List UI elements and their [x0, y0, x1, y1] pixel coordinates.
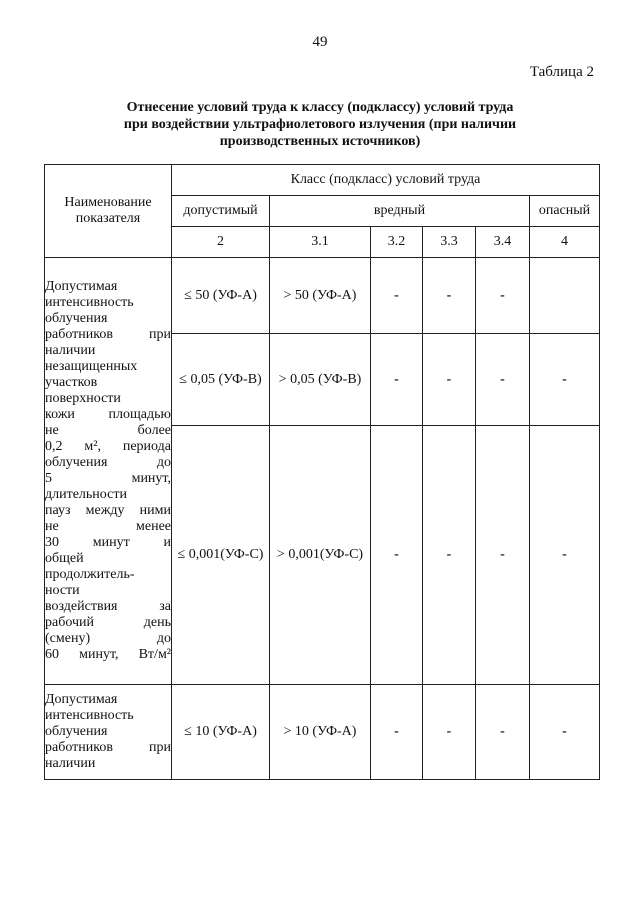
indicator-header: Наименование показателя — [45, 165, 172, 258]
class-group-header: Класс (подкласс) условий труда — [172, 165, 600, 196]
value-cell: > 50 (УФ-А) — [270, 258, 371, 334]
value-cell — [530, 258, 600, 334]
table-row — [45, 685, 600, 780]
value-cell: - — [476, 426, 530, 685]
value-cell: - — [530, 685, 600, 780]
value-cell: ≤ 0,001(УФ-С) — [172, 426, 270, 685]
value-cell: ≤ 50 (УФ-А) — [172, 258, 270, 334]
value-cell: - — [371, 334, 423, 426]
table-label: Таблица 2 — [529, 64, 594, 80]
allowed-header: допустимый — [172, 196, 270, 227]
description-line: облучения до — [45, 455, 171, 470]
description-line: общей — [45, 551, 84, 566]
description-line: участков — [45, 375, 98, 390]
description-line: незащищенных — [45, 359, 138, 374]
value-cell: - — [371, 426, 423, 685]
value-cell: ≤ 0,05 (УФ-В) — [172, 334, 270, 426]
description-line: Допустимая — [45, 279, 118, 294]
value-cell: - — [371, 685, 423, 780]
classification-table — [44, 164, 600, 780]
table-row — [45, 258, 600, 334]
description-line: ности — [45, 583, 80, 598]
description-line: наличии — [45, 756, 96, 771]
description-line: не более — [45, 423, 171, 438]
code-cell: 3.1 — [270, 227, 371, 258]
value-cell: - — [530, 334, 600, 426]
value-cell: - — [371, 258, 423, 334]
page-number: 49 — [312, 34, 328, 50]
description-line: поверхности — [45, 391, 121, 406]
description-line: 30 минут и — [45, 535, 171, 550]
value-cell: - — [423, 685, 476, 780]
harmful-header: вредный — [270, 196, 530, 227]
value-cell: - — [530, 426, 600, 685]
value-cell: - — [476, 685, 530, 780]
description-line: воздействия за — [45, 599, 171, 614]
description-line: длительности — [45, 487, 127, 502]
description-line: интенсивность — [45, 295, 134, 310]
value-cell: - — [423, 334, 476, 426]
indicator-description — [45, 685, 172, 780]
table-title — [60, 99, 580, 150]
value-cell: > 10 (УФ-А) — [270, 685, 371, 780]
indicator-description — [45, 258, 172, 685]
description-line: не менее — [45, 519, 171, 534]
value-cell: ≤ 10 (УФ-А) — [172, 685, 270, 780]
description-line: облучения — [45, 724, 108, 739]
value-cell: > 0,001(УФ-С) — [270, 426, 371, 685]
description-line: 5 минут, — [45, 471, 171, 486]
header-row-1 — [45, 165, 600, 196]
description-line: кожи площадью — [45, 407, 171, 422]
description-line: интенсивность — [45, 708, 134, 723]
value-cell: - — [423, 258, 476, 334]
title-line: производственных источников) — [219, 134, 421, 149]
description-line: облучения — [45, 311, 108, 326]
title-line: при воздействии ультрафиолетового излучения (при наличии — [123, 117, 517, 132]
code-cell: 2 — [172, 227, 270, 258]
code-cell: 3.2 — [371, 227, 423, 258]
value-cell: - — [476, 334, 530, 426]
description-line: пауз между ними — [45, 503, 171, 518]
value-cell: > 0,05 (УФ-В) — [270, 334, 371, 426]
code-cell: 3.4 — [476, 227, 530, 258]
description-line: рабочий день — [45, 615, 171, 630]
dangerous-header: опасный — [530, 196, 600, 227]
code-cell: 4 — [530, 227, 600, 258]
description-line: 60 минут, Вт/м² — [45, 647, 171, 662]
description-line: Допустимая — [45, 692, 118, 707]
title-line: Отнесение условий труда к классу (подклассу) условий труда — [126, 100, 514, 115]
code-cell: 3.3 — [423, 227, 476, 258]
description-line: (смену) до — [45, 631, 171, 646]
description-line: работников при — [45, 740, 171, 755]
description-line: наличии — [45, 343, 96, 358]
value-cell: - — [423, 426, 476, 685]
description-line: работников при — [45, 327, 171, 342]
value-cell: - — [476, 258, 530, 334]
description-line: продолжитель- — [45, 567, 135, 582]
description-line: 0,2 м², периода — [45, 439, 171, 454]
